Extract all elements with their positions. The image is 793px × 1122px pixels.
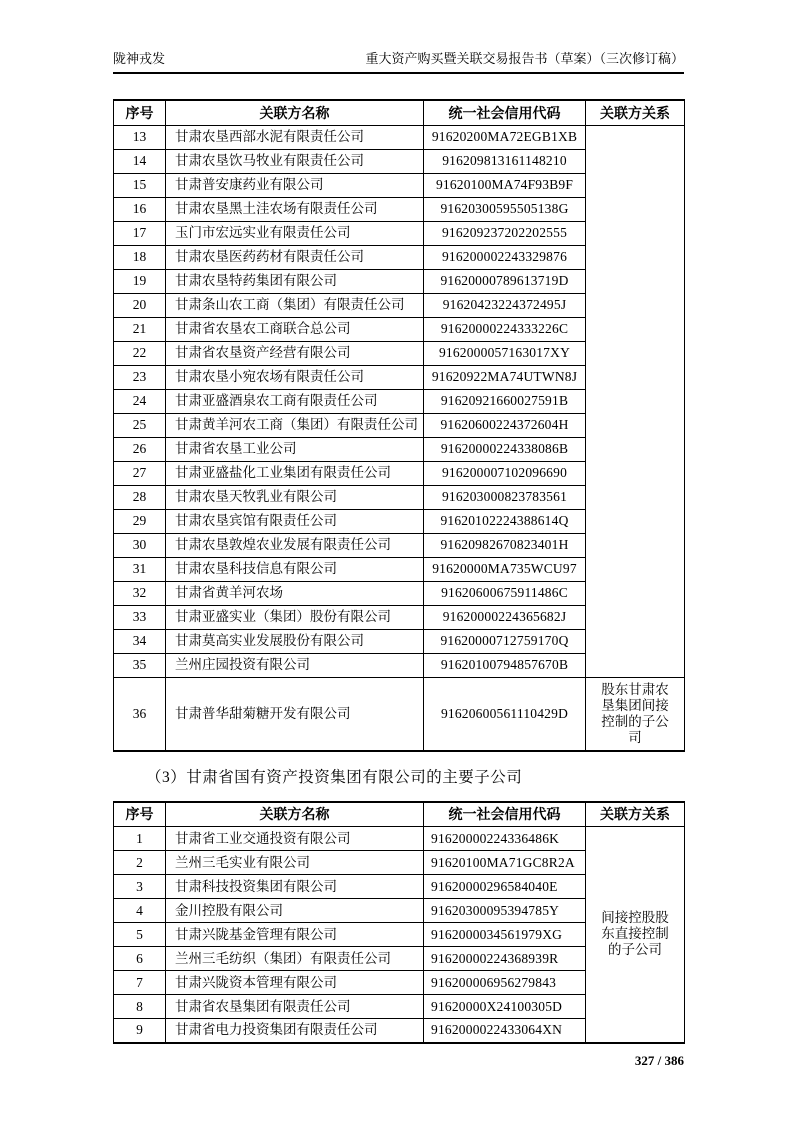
- party-name-cell: 甘肃兴陇资本管理有限公司: [166, 971, 424, 995]
- credit-code-cell: 91620600675911486C: [424, 581, 586, 605]
- row-no-cell: 14: [114, 149, 166, 173]
- col-header-code: 统一社会信用代码: [424, 802, 586, 827]
- party-name-cell: 甘肃农垦小宛农场有限责任公司: [166, 365, 424, 389]
- credit-code-cell: 91620922MA74UTWN8J: [424, 365, 586, 389]
- row-no-cell: 32: [114, 581, 166, 605]
- party-name-cell: 甘肃农垦医药药材有限责任公司: [166, 245, 424, 269]
- row-no-cell: 3: [114, 875, 166, 899]
- row-no-cell: 36: [114, 677, 166, 751]
- table-row: [114, 677, 685, 751]
- credit-code-cell: 91620300095394785Y: [424, 899, 586, 923]
- credit-code-cell: 91620300595505138G: [424, 197, 586, 221]
- credit-code-cell: 916209237202202555: [424, 221, 586, 245]
- row-no-cell: 9: [114, 1019, 166, 1043]
- credit-code-cell: 91620000X24100305D: [424, 995, 586, 1019]
- credit-code-cell: 916203000823783561: [424, 485, 586, 509]
- col-header-name: 关联方名称: [166, 802, 424, 827]
- party-name-cell: 甘肃亚盛实业（集团）股份有限公司: [166, 605, 424, 629]
- relation-merged-cell: 间接控股股东直接控制的子公司: [586, 827, 685, 1043]
- table-row: [114, 827, 685, 851]
- relation-merged-cell: [586, 125, 685, 677]
- credit-code-cell: 91620000224333226C: [424, 317, 586, 341]
- credit-code-cell: 91620100MA74F93B9F: [424, 173, 586, 197]
- credit-code-cell: 91620102224388614Q: [424, 509, 586, 533]
- table2-header: [114, 802, 685, 827]
- credit-code-cell: 91620000224368939R: [424, 947, 586, 971]
- col-header-name: 关联方名称: [166, 100, 424, 125]
- credit-code-cell: 91620423224372495J: [424, 293, 586, 317]
- row-no-cell: 34: [114, 629, 166, 653]
- party-name-cell: 甘肃省农垦工业公司: [166, 437, 424, 461]
- row-no-cell: 24: [114, 389, 166, 413]
- running-head: [113, 48, 684, 74]
- party-name-cell: 甘肃普安康药业有限公司: [166, 173, 424, 197]
- party-name-cell: 甘肃科技投资集团有限公司: [166, 875, 424, 899]
- row-no-cell: 17: [114, 221, 166, 245]
- row-no-cell: 28: [114, 485, 166, 509]
- party-name-cell: 兰州庄园投资有限公司: [166, 653, 424, 677]
- col-header-no: 序号: [114, 802, 166, 827]
- table2-body: [114, 827, 685, 1043]
- party-name-cell: 金川控股有限公司: [166, 899, 424, 923]
- credit-code-cell: 91620000789613719D: [424, 269, 586, 293]
- party-name-cell: 甘肃省电力投资集团有限责任公司: [166, 1019, 424, 1043]
- party-name-cell: 玉门市宏远实业有限责任公司: [166, 221, 424, 245]
- row-no-cell: 27: [114, 461, 166, 485]
- party-name-cell: 兰州三毛实业有限公司: [166, 851, 424, 875]
- table-header-row: [114, 100, 685, 125]
- credit-code-cell: 916200007102096690: [424, 461, 586, 485]
- row-no-cell: 2: [114, 851, 166, 875]
- row-no-cell: 5: [114, 923, 166, 947]
- party-name-cell: 甘肃农垦特药集团有限公司: [166, 269, 424, 293]
- table-header-row: [114, 802, 685, 827]
- page-content: [113, 48, 684, 1069]
- running-head-left: 陇神戎发: [113, 51, 166, 66]
- credit-code-cell: 91620000224336486K: [424, 827, 586, 851]
- page-number: 327 / 386: [634, 1052, 684, 1068]
- row-no-cell: 31: [114, 557, 166, 581]
- col-header-relation: 关联方关系: [586, 802, 685, 827]
- party-name-cell: 兰州三毛纺织（集团）有限责任公司: [166, 947, 424, 971]
- row-no-cell: 19: [114, 269, 166, 293]
- party-name-cell: 甘肃省农垦资产经营有限公司: [166, 341, 424, 365]
- credit-code-cell: 91620921660027591B: [424, 389, 586, 413]
- credit-code-cell: 9162000034561979XG: [424, 923, 586, 947]
- row-no-cell: 13: [114, 125, 166, 149]
- row-no-cell: 8: [114, 995, 166, 1019]
- party-name-cell: 甘肃普华甜菊糖开发有限公司: [166, 677, 424, 751]
- table-row: [114, 125, 685, 149]
- credit-code-cell: 91620200MA72EGB1XB: [424, 125, 586, 149]
- running-head-right: 重大资产购买暨关联交易报告书（草案）（三次修订稿）: [365, 51, 684, 66]
- col-header-relation: 关联方关系: [586, 100, 685, 125]
- party-name-cell: 甘肃黄羊河农工商（集团）有限责任公司: [166, 413, 424, 437]
- row-no-cell: 30: [114, 533, 166, 557]
- party-name-cell: 甘肃省黄羊河农场: [166, 581, 424, 605]
- credit-code-cell: 91620982670823401H: [424, 533, 586, 557]
- credit-code-cell: 91620100794857670B: [424, 653, 586, 677]
- row-no-cell: 4: [114, 899, 166, 923]
- party-name-cell: 甘肃条山农工商（集团）有限责任公司: [166, 293, 424, 317]
- party-name-cell: 甘肃农垦西部水泥有限责任公司: [166, 125, 424, 149]
- credit-code-cell: 916200006956279843: [424, 971, 586, 995]
- col-header-no: 序号: [114, 100, 166, 125]
- credit-code-cell: 9162000057163017XY: [424, 341, 586, 365]
- row-no-cell: 35: [114, 653, 166, 677]
- row-no-cell: 29: [114, 509, 166, 533]
- party-name-cell: 甘肃省农垦集团有限责任公司: [166, 995, 424, 1019]
- row-no-cell: 26: [114, 437, 166, 461]
- row-no-cell: 6: [114, 947, 166, 971]
- row-no-cell: 1: [114, 827, 166, 851]
- credit-code-cell: 91620600224372604H: [424, 413, 586, 437]
- table1-body: [114, 125, 685, 751]
- row-no-cell: 7: [114, 971, 166, 995]
- party-name-cell: 甘肃亚盛盐化工业集团有限责任公司: [166, 461, 424, 485]
- table1-header: [114, 100, 685, 125]
- relation-cell: 股东甘肃农垦集团间接控制的子公司: [586, 677, 685, 751]
- row-no-cell: 21: [114, 317, 166, 341]
- party-name-cell: 甘肃亚盛酒泉农工商有限责任公司: [166, 389, 424, 413]
- row-no-cell: 25: [114, 413, 166, 437]
- row-no-cell: 23: [114, 365, 166, 389]
- related-parties-table-1: [113, 99, 685, 752]
- row-no-cell: 18: [114, 245, 166, 269]
- credit-code-cell: 91620000296584040E: [424, 875, 586, 899]
- credit-code-cell: 91620000MA735WCU97: [424, 557, 586, 581]
- party-name-cell: 甘肃农垦敦煌农业发展有限责任公司: [166, 533, 424, 557]
- row-no-cell: 15: [114, 173, 166, 197]
- col-header-code: 统一社会信用代码: [424, 100, 586, 125]
- credit-code-cell: 916200002243329876: [424, 245, 586, 269]
- party-name-cell: 甘肃农垦科技信息有限公司: [166, 557, 424, 581]
- party-name-cell: 甘肃省工业交通投资有限公司: [166, 827, 424, 851]
- credit-code-cell: 916209813161148210: [424, 149, 586, 173]
- party-name-cell: 甘肃农垦宾馆有限责任公司: [166, 509, 424, 533]
- credit-code-cell: 91620000224338086B: [424, 437, 586, 461]
- party-name-cell: 甘肃农垦黑土洼农场有限责任公司: [166, 197, 424, 221]
- party-name-cell: 甘肃农垦天牧乳业有限公司: [166, 485, 424, 509]
- credit-code-cell: 91620600561110429D: [424, 677, 586, 751]
- party-name-cell: 甘肃兴陇基金管理有限公司: [166, 923, 424, 947]
- credit-code-cell: 91620000712759170Q: [424, 629, 586, 653]
- credit-code-cell: 9162000022433064XN: [424, 1019, 586, 1043]
- row-no-cell: 20: [114, 293, 166, 317]
- row-no-cell: 16: [114, 197, 166, 221]
- credit-code-cell: 91620000224365682J: [424, 605, 586, 629]
- section-heading: （3）甘肃省国有资产投资集团有限公司的主要子公司: [146, 768, 523, 786]
- party-name-cell: 甘肃省农垦农工商联合总公司: [166, 317, 424, 341]
- party-name-cell: 甘肃莫高实业发展股份有限公司: [166, 629, 424, 653]
- row-no-cell: 33: [114, 605, 166, 629]
- row-no-cell: 22: [114, 341, 166, 365]
- credit-code-cell: 91620100MA71GC8R2A: [424, 851, 586, 875]
- party-name-cell: 甘肃农垦饮马牧业有限责任公司: [166, 149, 424, 173]
- related-parties-table-2: [113, 801, 685, 1044]
